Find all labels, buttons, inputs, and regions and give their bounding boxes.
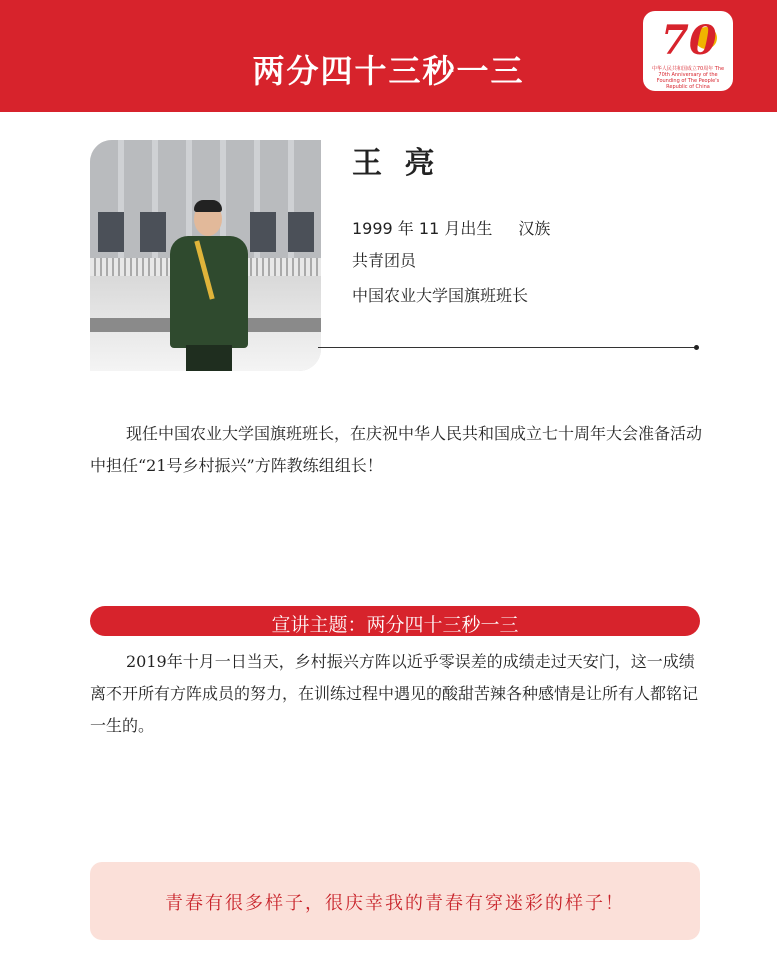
divider-line [318,347,696,348]
body-paragraph [90,646,702,742]
intro-text: 现任中国农业大学国旗班班长，在庆祝中华人民共和国成立七十周年大会准备活动中担任“21号乡村振兴”方阵教练组组长！ [90,424,703,475]
slogan-box [90,862,700,940]
topic-banner [90,606,700,636]
intro-paragraph [90,418,702,482]
page-title: 两分四十三秒一三 [252,52,525,90]
topic-label: 宣讲主题：两分四十三秒一三 [271,614,519,636]
header-banner [0,0,777,112]
divider-dot [694,345,699,350]
profile-birth-line [352,216,550,239]
profile-photo [90,140,321,371]
profile-political-status: 共青团员 [352,251,417,270]
body-text: 2019年十月一日当天，乡村振兴方阵以近乎零误差的成绩走过天安门，这一成绩离不开所有方阵成员的努力，在训练过程中遇见的酸甜苦辣各种感情是让所有人都铭记一生的。 [90,652,699,735]
anniversary-logo [643,11,733,91]
profile-birth: 1999 年 11 月出生 [352,219,493,238]
profile-name: 王 亮 [352,146,441,181]
profile-ethnicity: 汉族 [518,219,551,238]
logo-number: 70 [661,17,717,64]
logo-caption: 中华人民共和国成立70周年 The 70th Anniversary of the Founding of The People's Republic of China [651,66,725,90]
slogan-text: 青春有很多样子，很庆幸我的青春有穿迷彩的样子！ [165,893,625,914]
profile-title: 中国农业大学国旗班班长 [352,286,529,305]
